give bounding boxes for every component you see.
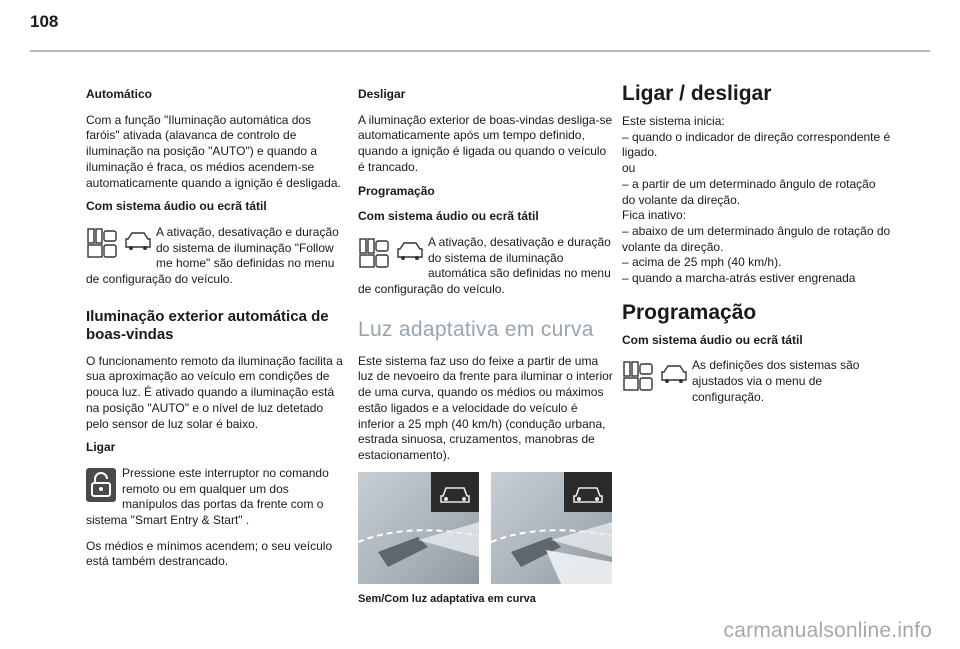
icon-paragraph-2 (358, 235, 616, 306)
section-title-on-off: Ligar / desligar (622, 82, 772, 105)
on-off-line: – acima de 25 mph (40 km/h). (622, 255, 782, 270)
touch-screen-icon (358, 237, 428, 269)
column-3 (622, 78, 892, 424)
paragraph-adaptive-light: Este sistema faz uso do feixe a partir de uma luz de nevoeiro da frente para iluminar o interior de uma curva, quando os médios ou máximos estão ligados e a velocidade do veículo é inferior a 25 mph (40 km/h) (condução urbana, estrada sinuosa, cruzamentos, manobras de estacionamento). (358, 353, 613, 462)
heading-programacao: Programação (358, 183, 435, 198)
heading-desligar: Desligar (358, 87, 406, 101)
icon-paragraph-3 (622, 358, 892, 413)
on-off-line: Este sistema inicia: (622, 114, 725, 128)
headlight-indicator-icon (431, 472, 479, 512)
figure-with-adaptive-light (491, 472, 612, 584)
on-off-line: Fica inativo: (622, 208, 687, 223)
column-2 (358, 78, 616, 607)
column-1 (86, 78, 344, 578)
heading-audio-system: Com sistema áudio ou ecrã tátil (86, 199, 267, 214)
on-off-line: ou (622, 161, 636, 176)
paragraph-desligar: A iluminação exterior de boas-vindas desliga-se automaticamente após um tempo definido, quando a ignição é ligada ou quando o veículo é trancado. (358, 112, 613, 174)
icon-paragraph (86, 225, 344, 296)
system-icons-3 (622, 360, 692, 392)
page-number: 108 (30, 12, 59, 31)
paragraph-audio-system-3: As definições dos sistemas são ajustados via o menu de configuração. (692, 358, 860, 404)
on-off-line: – quando a marcha-atrás estiver engrenada (622, 271, 856, 286)
on-off-list (622, 114, 892, 287)
watermark-text: carmanualsonline.info (723, 619, 932, 642)
unlock-icon-box (86, 468, 122, 504)
top-divider (30, 50, 930, 52)
paragraph-ligar: Pressione este interruptor no comando remoto ou em qualquer um dos manípulos das portas da frente com o sistema "Smart Entry & Start" . (86, 465, 329, 528)
audio-system-icon-3 (622, 360, 692, 392)
on-off-line: – a partir de um determinado ângulo de rotação do volante da direção. (622, 176, 876, 207)
on-off-line: – abaixo de um determinado ângulo de rotação do volante da direção. (622, 223, 891, 254)
system-icons (86, 227, 156, 259)
section-title-adaptive-light: Luz adaptativa em curva (358, 317, 594, 341)
heading-ligar: Ligar (86, 440, 116, 455)
heading-automatico: Automático (86, 87, 152, 101)
unlock-remote-icon (86, 468, 116, 502)
section-title-programacao: Programação (622, 300, 757, 324)
paragraph-automatico: Com a função "Iluminação automática dos faróis" ativada (alavanca de controlo de iluminação na posição "AUTO") e quando a iluminação é fraca, os médios acendem-se automaticamente quando a ignição é desligada. (86, 112, 341, 190)
adaptive-light-figures (358, 472, 616, 584)
heading-audio-system-2: Com sistema áudio ou ecrã tátil (358, 209, 539, 224)
heading-audio-system-3: Com sistema áudio ou ecrã tátil (622, 332, 803, 347)
figure-caption: Sem/Com luz adaptativa em curva (358, 592, 536, 605)
paragraph-audio-system: A ativação, desativação e duração do sistema de iluminação "Follow me home" são definidas no menu de configuração do veículo. (86, 224, 339, 287)
system-icons-2 (358, 237, 428, 269)
paragraph-audio-system-2: A ativação, desativação e duração do sistema de iluminação automática são definidas no menu de configuração do veículo. (358, 234, 611, 297)
figure-without-adaptive-light (358, 472, 479, 584)
unlock-paragraph (86, 466, 344, 529)
paragraph-ligar-2: Os médios e mínimos acendem; o seu veículo está também destrancado. (86, 538, 333, 569)
audio-system-icon (86, 227, 156, 259)
heading-exterior-lighting: Iluminação exterior automática de boas-vindas (86, 307, 329, 343)
on-off-line: – quando o indicador de direção correspondente é ligado. (622, 129, 891, 160)
paragraph-exterior-lighting: O funcionamento remoto da iluminação facilita a sua aproximação ao veículo em condições de pouca luz. É ativado quando a iluminação está na posição "AUTO" e o nível de luz detetado pelo sensor de luz solar é baixo. (86, 353, 343, 431)
headlight-indicator-icon-2 (564, 472, 612, 512)
